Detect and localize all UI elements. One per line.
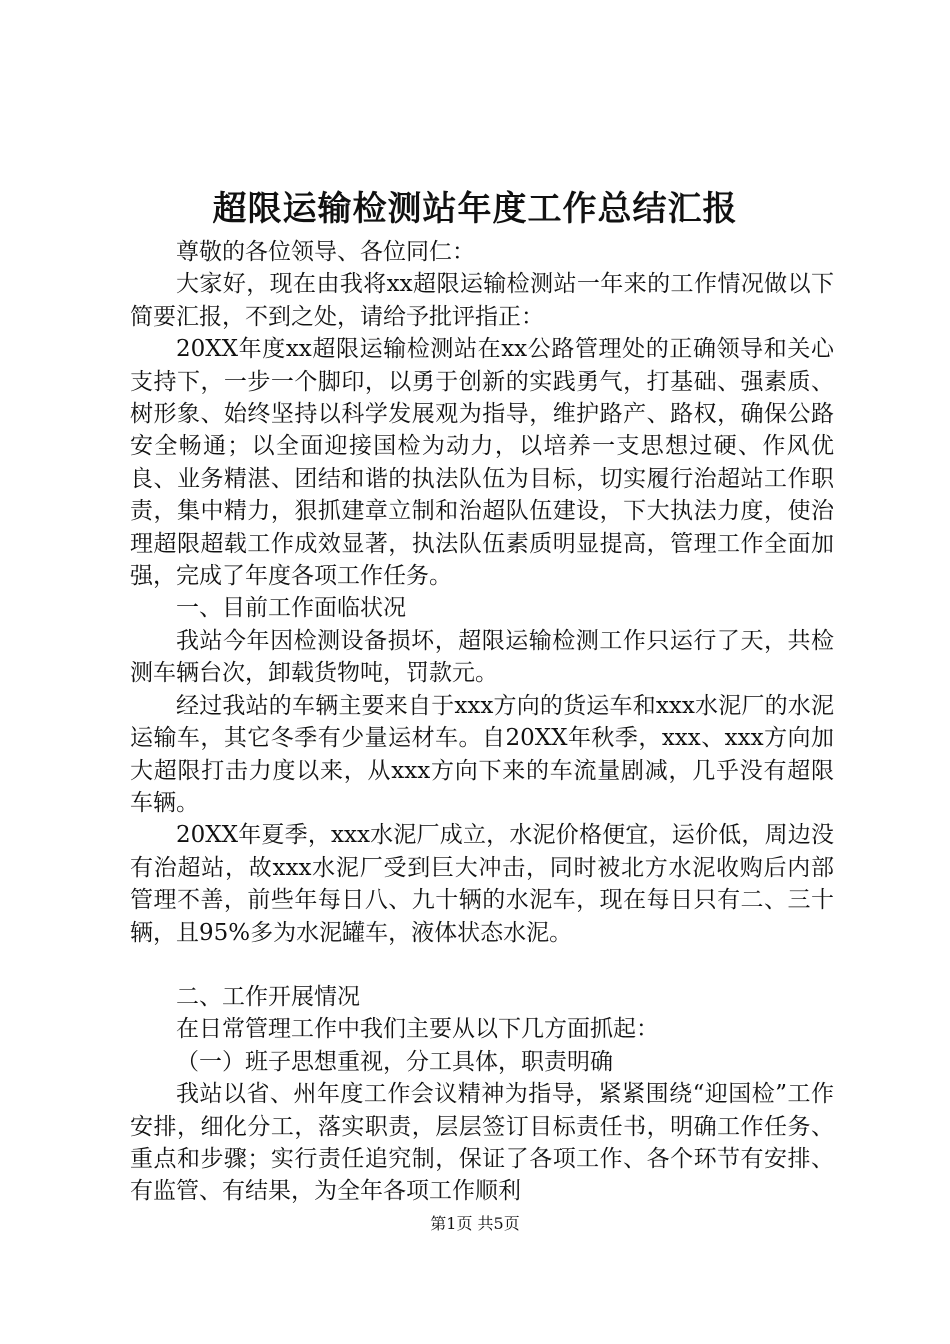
paragraph-cement-factory: 20XX年夏季，xxx水泥厂成立，水泥价格便宜，运价低，周边没有治超站，故xxx水泥厂受到巨大冲击，同时被北方水泥收购后内部管理不善，前些年每日八、九十辆的水泥车，现在每日只有二、三十辆，且95%多为水泥罐车，液体状态水泥。 — [130, 822, 834, 946]
paragraph-greeting: 大家好，现在由我将xx超限运输检测站一年来的工作情况做以下简要汇报，不到之处，请给予批评指正： — [130, 271, 834, 330]
paragraph-salutation: 尊敬的各位领导、各位同仁： — [176, 239, 475, 265]
paragraph-vehicle-sources: 经过我站的车辆主要来自于xxx方向的货运车和xxx水泥厂的水泥运输车，其它冬季有少量运材车。自20XX年秋季，xxx、xxx方向加大超限打击力度以来，从xxx方向下来的车流量剧减，几乎没有超限车辆。 — [130, 692, 834, 816]
document-title: 超限运输检测站年度工作总结汇报 — [212, 189, 738, 229]
paragraph-overview: 20XX年度xx超限运输检测站在xx公路管理处的正确领导和关心支持下，一步一个脚印，以勇于创新的实践勇气，打基础、强素质、树形象、始终坚持以科学发展观为指导，维护路产、路权，确保公路安全畅通；以全面迎接国检为动力，以培养一支思想过硬、作风优良、业务精湛、团结和谐的执法队伍为目标，切实履行治超站工作职责，集中精力，狠抓建章立制和治超队伍建设，下大执法力度，使治理超限超载工作成效显著，执法队伍素质明显提高，管理工作全面加强，完成了年度各项工作任务。 — [130, 336, 834, 590]
paragraph-leadership-details: 我站以省、州年度工作会议精神为指导，紧紧围绕“迎国检”工作安排，细化分工，落实职责，层层签订目标责任书，明确工作任务、重点和步骤；实行责任追究制，保证了各项工作、各个环节有安排、有监管、有结果，为全年各项工作顺利 — [130, 1081, 834, 1205]
paragraph-management-intro: 在日常管理工作中我们主要从以下几方面抓起： — [176, 1016, 659, 1043]
document-body — [130, 236, 834, 1208]
subsection-heading-leadership: （一）班子思想重视，分工具体，职责明确 — [176, 1048, 613, 1075]
page-footer: 第1页 共5页 — [430, 1214, 520, 1233]
paragraph-inspection-stats: 我站今年因检测设备损坏，超限运输检测工作只运行了天，共检测车辆台次，卸载货物吨，罚款元。 — [130, 627, 834, 687]
section-heading-work-progress: 二、工作开展情况 — [176, 983, 360, 1010]
section-heading-current-status: 一、目前工作面临状况 — [176, 595, 406, 622]
